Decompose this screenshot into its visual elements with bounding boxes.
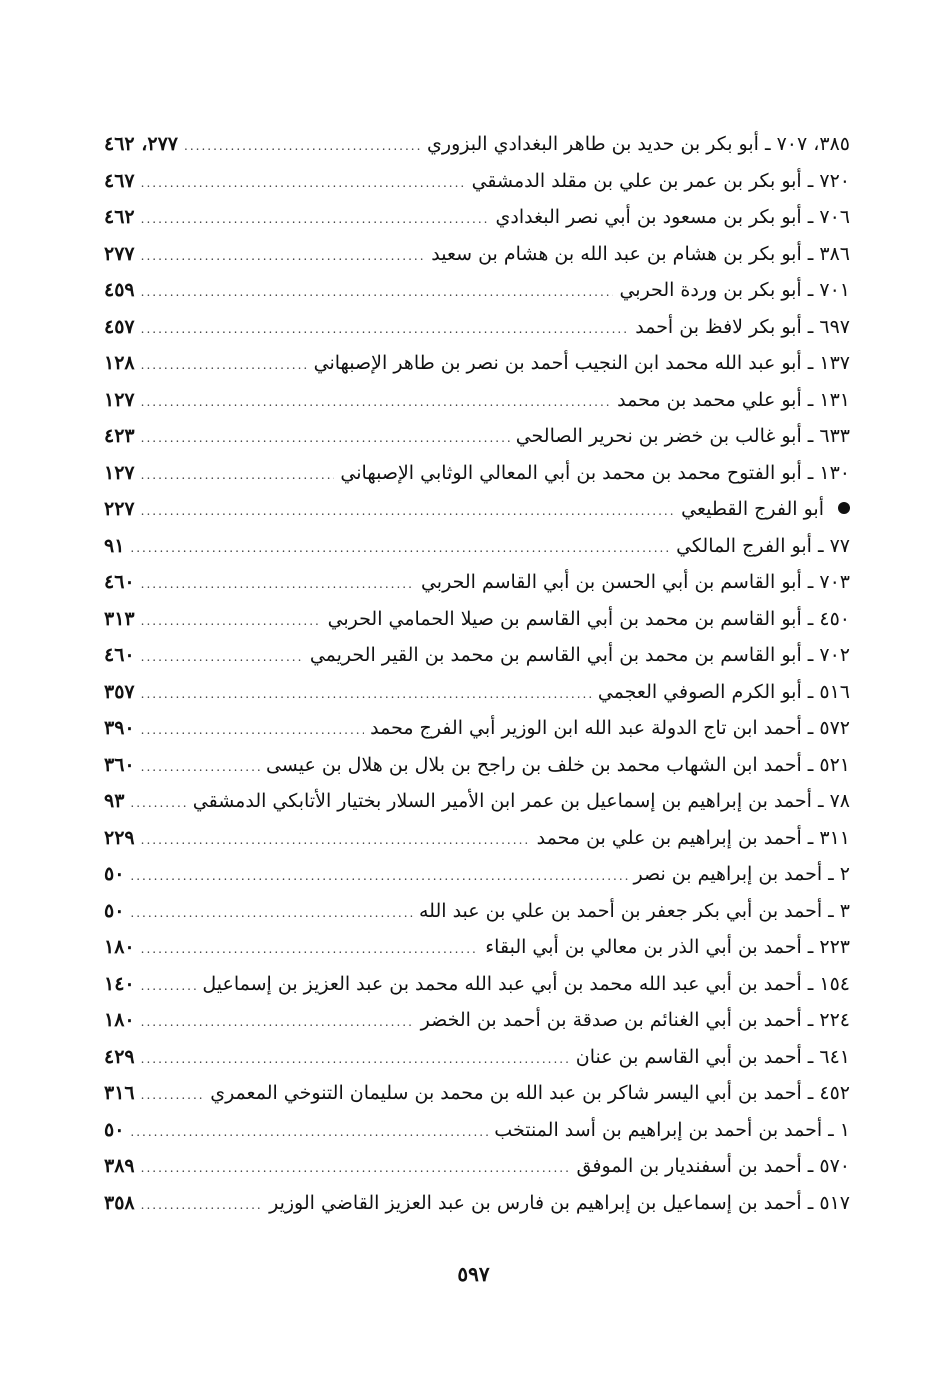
dot-leader [141, 347, 308, 384]
entry-page-ref: ٤٦٠ [104, 571, 135, 593]
index-entry [104, 1075, 850, 1112]
entry-page-ref: ٤٥٩ [104, 279, 135, 301]
entry-name [204, 1075, 850, 1112]
dot-leader [141, 457, 335, 494]
entry-page-ref: ٣١٦ [104, 1082, 135, 1104]
entry-name-text: ٢ ـ أحمد بن إبراهيم بن نصر [633, 863, 850, 885]
dot-leader [130, 858, 627, 895]
index-list [104, 126, 850, 1221]
entry-name [196, 966, 850, 1003]
entry-name [415, 564, 850, 601]
entry-name-text: ٢٢٤ ـ أحمد بن أبي الغنائم بن صدقة بن أحمد بن الخضر [420, 1009, 850, 1031]
dot-leader [141, 749, 260, 786]
entry-name [670, 528, 850, 565]
entry-page-ref: ٤٦٢ [104, 206, 135, 228]
entry-name [187, 783, 850, 820]
entry-name [479, 929, 850, 966]
entry-name-text: ٧٠١ ـ أبو بكر بن وردة الحربي [619, 279, 850, 301]
entry-page-ref: ١٨٠ [104, 1009, 135, 1031]
entry-name-text: ١٣٠ ـ أبو الفتوح محمد بن محمد بن أبي المعالي الوثابي الإصبهاني [340, 461, 850, 484]
dot-leader [141, 931, 480, 968]
entry-name-text: ٧٢٠ ـ أبو بكر بن عمر بن علي بن مقلد الدمشقي [471, 169, 850, 192]
entry-name-text: أبو الفرج القطيعي [681, 498, 824, 520]
dot-leader [141, 165, 466, 202]
dot-leader [141, 1004, 415, 1041]
index-entry [104, 309, 850, 346]
entry-page-ref: ٩١ [104, 534, 125, 557]
index-entry [104, 929, 850, 966]
entry-name [364, 710, 850, 747]
index-entry [104, 564, 850, 601]
entry-page-ref: ٤٦٠ [104, 644, 135, 666]
entry-name [629, 309, 850, 346]
entry-name-text: ٦٤١ ـ أحمد بن أبي القاسم بن عنان [575, 1045, 850, 1068]
entry-name [304, 637, 850, 674]
entry-name-text: ٧٠٣ ـ أبو القاسم بن أبي الحسن بن أبي القاسم الحربي [420, 571, 850, 593]
dot-leader [130, 785, 186, 822]
dot-leader [141, 1041, 570, 1078]
index-entry [104, 528, 850, 565]
entry-name-text: ٣٨٥، ٧٠٧ ـ أبو بكر بن حديد بن طاهر البغدادي البزوري [427, 133, 850, 155]
entry-name [531, 820, 850, 857]
entry-page-ref: ١٨٠ [104, 936, 135, 958]
dot-leader [141, 238, 426, 275]
dot-leader [141, 1150, 571, 1187]
entry-name [466, 163, 850, 200]
index-entry [104, 163, 850, 200]
index-entry [104, 1185, 850, 1222]
entry-page-ref: ٣٥٧ [104, 680, 135, 703]
index-entry [104, 747, 850, 784]
dot-leader [141, 384, 612, 421]
entry-page-ref: ٢٢٧ [104, 498, 135, 520]
entry-page-ref: ٣٩٠ [104, 717, 135, 739]
entry-name [322, 601, 850, 638]
entry-page-ref: ٣٦٠ [104, 753, 135, 776]
entry-name [675, 491, 850, 528]
index-entry [104, 491, 850, 528]
index-entry [104, 1039, 850, 1076]
entry-name [334, 455, 850, 492]
entry-page-ref: ٥٠ [104, 1118, 125, 1141]
entry-name [308, 345, 850, 382]
entry-name [421, 126, 850, 163]
entry-name [592, 674, 850, 711]
entry-name-text: ٤٥٢ ـ أحمد بن أبي اليسر شاكر بن عبد الله بن محمد بن سليمان التنوخي المعمري [210, 1082, 850, 1104]
entry-name-text: ٥٧٢ ـ أحمد ابن تاج الدولة عبد الله ابن الوزير أبي الفرج محمد [370, 717, 850, 739]
entry-name [510, 418, 850, 455]
entry-name-text: ٧٠٦ ـ أبو بكر بن مسعود بن أبي نصر البغدادي [495, 206, 850, 228]
entry-name [571, 1148, 850, 1185]
dot-leader [141, 420, 510, 457]
index-entry [104, 893, 850, 930]
entry-name [488, 1112, 850, 1149]
entry-name-text: ٦٣٣ ـ أبو غالب بن خضر بن نحرير الصالحي [515, 425, 850, 447]
dot-leader [141, 311, 630, 348]
entry-name-text: ٥١٦ ـ أبو الكرم الصوفي العجمي [597, 680, 850, 703]
page-number: ٥٩٧ [457, 1262, 490, 1286]
entry-name-text: ٧٨ ـ أحمد بن إبراهيم بن إسماعيل بن عمر ابن الأمير السلار بختيار الأتابكي الدمشقي [192, 790, 850, 812]
dot-leader [184, 128, 421, 165]
entry-name-text: ١٥٤ ـ أحمد بن أبي عبد الله محمد بن أبي عبد الله محمد بن عبد العزيز بن إسماعيل [202, 972, 850, 995]
index-entry [104, 272, 850, 309]
entry-page-ref: ٢٢٩ [104, 826, 135, 849]
entry-page-ref: ٩٣ [104, 790, 125, 812]
index-entry [104, 126, 850, 163]
dot-leader [141, 968, 197, 1005]
index-entry [104, 345, 850, 382]
entry-page-ref: ٣١٣ [104, 607, 135, 630]
index-entry [104, 783, 850, 820]
index-entry [104, 820, 850, 857]
entry-name-text: ٥٧٠ ـ أحمد بن أسفنديار بن الموفق [576, 1155, 850, 1177]
entry-page-ref: ٢٧٧، ٤٦٢ [104, 133, 178, 155]
entry-name [613, 272, 850, 309]
entry-name-text: ٤٥٠ ـ أبو القاسم بن محمد بن أبي القاسم بن صيلا الحمامي الحربي [327, 607, 850, 630]
index-entry [104, 637, 850, 674]
entry-name-text: ٣ ـ أحمد بن أبي بكر جعفر بن أحمد بن علي بن عبد الله [419, 899, 850, 922]
entry-name-text: ٧٠٢ ـ أبو القاسم بن محمد بن أبي القاسم بن محمد بن القير الحريمي [309, 644, 850, 666]
entry-name [490, 199, 850, 236]
entry-page-ref: ١٢٨ [104, 352, 135, 374]
entry-name-text: ٧٧ ـ أبو الفرج المالكي [676, 534, 850, 557]
dot-leader [141, 712, 364, 749]
dot-leader [141, 274, 614, 311]
index-entry [104, 236, 850, 273]
entry-name [413, 893, 850, 930]
entry-name-text: ١٣٧ ـ أبو عبد الله محمد ابن النجيب أحمد بن نصر بن طاهر الإصبهاني [313, 352, 850, 374]
index-entry [104, 601, 850, 638]
index-entry [104, 455, 850, 492]
entry-page-ref: ٤٢٩ [104, 1045, 135, 1068]
entry-name [260, 747, 850, 784]
dot-leader [130, 895, 413, 932]
dot-leader [141, 1077, 205, 1114]
entry-name [425, 236, 850, 273]
entry-name [415, 1002, 850, 1039]
dot-leader [141, 676, 592, 713]
index-entry [104, 199, 850, 236]
dot-leader [141, 493, 675, 530]
dot-leader [141, 1187, 263, 1224]
entry-name [628, 856, 850, 893]
entry-page-ref: ٥٠ [104, 863, 125, 885]
entry-name [570, 1039, 850, 1076]
dot-leader [141, 566, 415, 603]
index-entry [104, 382, 850, 419]
entry-name-text: ٣١١ ـ أحمد بن إبراهيم بن علي بن محمد [536, 826, 850, 849]
entry-page-ref: ١٢٧ [104, 461, 135, 484]
index-entry [104, 418, 850, 455]
entry-page-ref: ١٢٧ [104, 388, 135, 411]
dot-leader [141, 603, 322, 640]
index-entry [104, 710, 850, 747]
entry-name-text: ٥٢١ ـ أحمد ابن الشهاب محمد بن خلف بن راجح بن بلال بن هلال بن عيسى [265, 753, 850, 776]
dot-leader [141, 639, 304, 676]
entry-name-text: ٢٢٣ ـ أحمد بن أبي الذر بن معالي بن أبي البقاء [485, 936, 850, 958]
entry-name-text: ١٣١ ـ أبو علي محمد بن محمد [617, 388, 850, 411]
entry-page-ref: ٣٨٩ [104, 1155, 135, 1177]
entry-page-ref: ١٤٠ [104, 972, 135, 995]
index-entry [104, 1112, 850, 1149]
entry-name [263, 1185, 850, 1222]
entry-page-ref: ٤٢٣ [104, 425, 135, 447]
index-entry [104, 674, 850, 711]
entry-name-text: ١ ـ أحمد بن أحمد بن إبراهيم بن أسد المنتخب [494, 1118, 850, 1141]
entry-page-ref: ٤٥٧ [104, 315, 135, 338]
dot-leader [141, 201, 490, 238]
entry-name-text: ٦٩٧ ـ أبو بكر لافظ بن أحمد [635, 315, 850, 338]
entry-page-ref: ٢٧٧ [104, 242, 135, 265]
entry-page-ref: ٣٥٨ [104, 1191, 135, 1214]
dot-leader [141, 822, 531, 859]
dot-leader [130, 530, 670, 567]
index-entry [104, 856, 850, 893]
bullet-icon [838, 502, 850, 514]
entry-name-text: ٥١٧ ـ أحمد بن إسماعيل بن إبراهيم بن فارس بن عبد العزيز القاضي الوزير [269, 1191, 850, 1214]
entry-name-text: ٣٨٦ ـ أبو بكر بن هشام بن عبد الله بن هشام بن سعيد [431, 242, 850, 265]
index-entry [104, 1148, 850, 1185]
entry-page-ref: ٥٠ [104, 899, 125, 922]
index-entry [104, 1002, 850, 1039]
entry-name [611, 382, 850, 419]
index-entry [104, 966, 850, 1003]
dot-leader [130, 1114, 488, 1151]
entry-page-ref: ٤٦٧ [104, 169, 135, 192]
